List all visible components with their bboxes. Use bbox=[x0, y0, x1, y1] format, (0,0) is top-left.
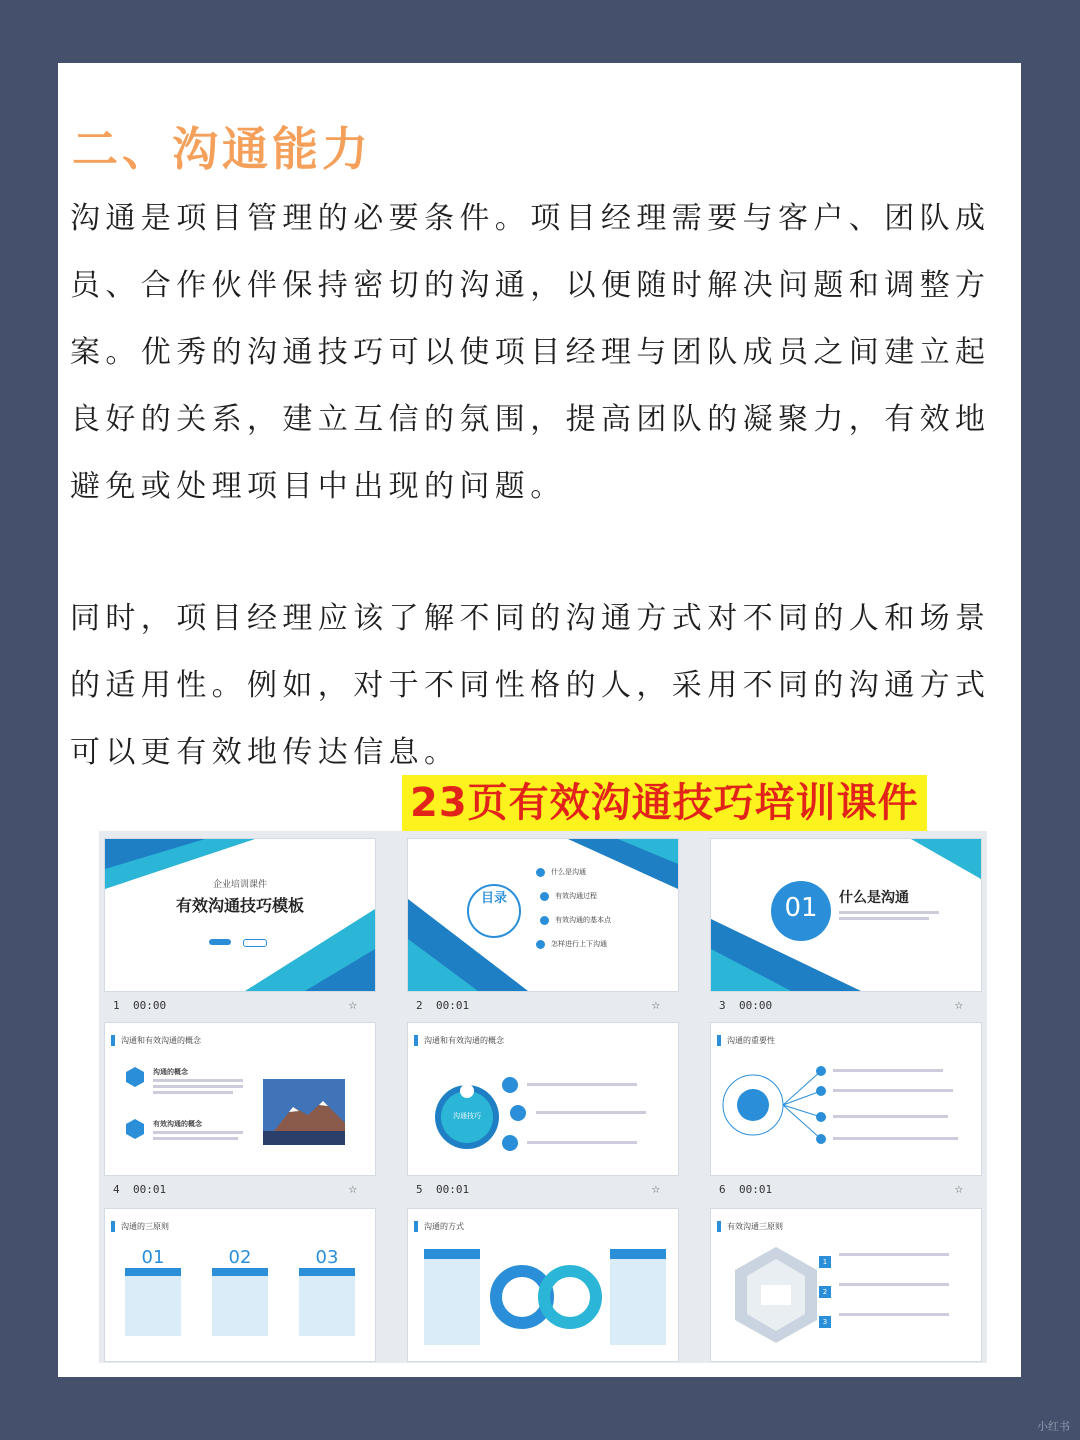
column-number: 03 bbox=[315, 1247, 339, 1268]
slide-meta bbox=[719, 1181, 977, 1201]
slide-title: 有效沟通三原则 bbox=[717, 1221, 783, 1232]
step-number: 2 bbox=[819, 1286, 831, 1298]
principle-column bbox=[299, 1247, 355, 1336]
slide-meta bbox=[719, 997, 977, 1017]
slide-subtitle: 企业培训课件 bbox=[212, 880, 267, 890]
toc-item: 有效沟通的基本点 bbox=[555, 916, 611, 924]
slide-number: 5 bbox=[416, 1183, 423, 1196]
paragraph-1: 沟通是项目管理的必要条件。项目经理需要与客户、团队成员、合作伙伴保持密切的沟通，以便随时解决问题和调整方案。优秀的沟通技巧可以使项目经理与团队成员之间建立起良好的关系，建立互信的氛围，提高团队的凝聚力，有效地避免或处理项目中出现的问题。 bbox=[70, 201, 991, 504]
slide-meta bbox=[416, 997, 674, 1017]
star-icon[interactable]: ☆ bbox=[954, 997, 963, 1013]
mountain-photo bbox=[263, 1079, 345, 1145]
concept-heading: 有效沟通的概念 bbox=[153, 1120, 202, 1128]
post-card bbox=[58, 63, 1021, 1377]
toc-item: 怎样进行上下沟通 bbox=[551, 940, 607, 948]
slide-thumbnail[interactable] bbox=[105, 839, 375, 991]
slide-thumbnail[interactable] bbox=[408, 1023, 678, 1175]
slide-decoration bbox=[711, 839, 981, 991]
infinity-diagram bbox=[418, 1243, 673, 1355]
principle-column bbox=[212, 1247, 268, 1336]
step-number: 3 bbox=[819, 1316, 831, 1328]
slide-thumbnail[interactable] bbox=[105, 1023, 375, 1175]
slide-thumbnail[interactable] bbox=[711, 1209, 981, 1361]
section-heading: 二、沟通能力 bbox=[72, 122, 372, 176]
slide-timing: 00:01 bbox=[436, 999, 470, 1012]
toc-item: 什么是沟通 bbox=[551, 868, 586, 876]
highlight-banner: 23页有效沟通技巧培训课件 bbox=[402, 775, 927, 831]
slide-number: 6 bbox=[719, 1183, 726, 1196]
principle-column bbox=[125, 1247, 181, 1336]
slide-thumbnail[interactable] bbox=[711, 839, 981, 991]
slide-title: 沟通和有效沟通的概念 bbox=[414, 1035, 504, 1046]
slide-title: 有效沟通技巧模板 bbox=[175, 896, 304, 915]
text-placeholder bbox=[153, 1131, 243, 1134]
slide-button-shape bbox=[243, 939, 267, 947]
text-placeholder bbox=[839, 911, 939, 914]
slide-title: 沟通和有效沟通的概念 bbox=[111, 1035, 201, 1046]
slide-title: 沟通的方式 bbox=[414, 1221, 464, 1232]
slide-button-shape bbox=[209, 939, 231, 945]
text-placeholder bbox=[839, 917, 929, 920]
hexagon-photo bbox=[731, 1245, 821, 1345]
toc-list bbox=[536, 867, 666, 963]
hexagon-icons bbox=[125, 1067, 145, 1147]
slide-meta bbox=[416, 1181, 674, 1201]
star-icon[interactable]: ☆ bbox=[954, 1181, 963, 1197]
star-icon[interactable]: ☆ bbox=[348, 1181, 357, 1197]
slide-meta bbox=[113, 997, 371, 1017]
slide-number: 2 bbox=[416, 999, 423, 1012]
slide-timing: 00:00 bbox=[133, 999, 167, 1012]
text-placeholder bbox=[153, 1079, 243, 1082]
slide-title: 沟通的三原则 bbox=[111, 1221, 169, 1232]
slide-number: 4 bbox=[113, 1183, 120, 1196]
step-number: 1 bbox=[819, 1256, 831, 1268]
paragraph-2: 同时，项目经理应该了解不同的沟通方式对不同的人和场景的适用性。例如，对于不同性格的人，采用不同的沟通方式可以更有效地传达信息。 bbox=[70, 601, 991, 770]
column-number: 02 bbox=[228, 1247, 252, 1268]
slide-title: 沟通的重要性 bbox=[717, 1035, 775, 1046]
text-placeholder bbox=[153, 1085, 243, 1088]
slide-timing: 00:01 bbox=[133, 1183, 167, 1196]
slide-timing: 00:01 bbox=[739, 1183, 773, 1196]
slide-number: 1 bbox=[113, 999, 120, 1012]
slide-timing: 00:00 bbox=[739, 999, 773, 1012]
step-list bbox=[819, 1249, 979, 1339]
star-icon[interactable]: ☆ bbox=[348, 997, 357, 1013]
text-placeholder bbox=[153, 1137, 238, 1140]
slide-thumbnail[interactable] bbox=[105, 1209, 375, 1361]
slide-sorter bbox=[99, 831, 987, 1363]
importance-diagram bbox=[721, 1057, 976, 1169]
text-placeholder bbox=[153, 1091, 233, 1094]
slide-thumbnail[interactable] bbox=[408, 839, 678, 991]
star-icon[interactable]: ☆ bbox=[651, 1181, 660, 1197]
watermark: 小红书 bbox=[1037, 1420, 1070, 1433]
slide-thumbnail[interactable] bbox=[408, 1209, 678, 1361]
column-number: 01 bbox=[141, 1247, 165, 1268]
slide-meta bbox=[113, 1181, 371, 1201]
toc-title: 目录 bbox=[480, 891, 507, 906]
slide-timing: 00:01 bbox=[436, 1183, 470, 1196]
toc-item: 有效沟通过程 bbox=[555, 892, 597, 900]
concept-heading: 沟通的概念 bbox=[153, 1068, 188, 1076]
slide-number: 3 bbox=[719, 999, 726, 1012]
star-icon[interactable]: ☆ bbox=[651, 997, 660, 1013]
section-number: 01 bbox=[784, 893, 818, 923]
slide-thumbnail[interactable] bbox=[711, 1023, 981, 1175]
center-label: 沟通技巧 bbox=[453, 1112, 481, 1120]
slide-title: 什么是沟通 bbox=[839, 890, 909, 906]
